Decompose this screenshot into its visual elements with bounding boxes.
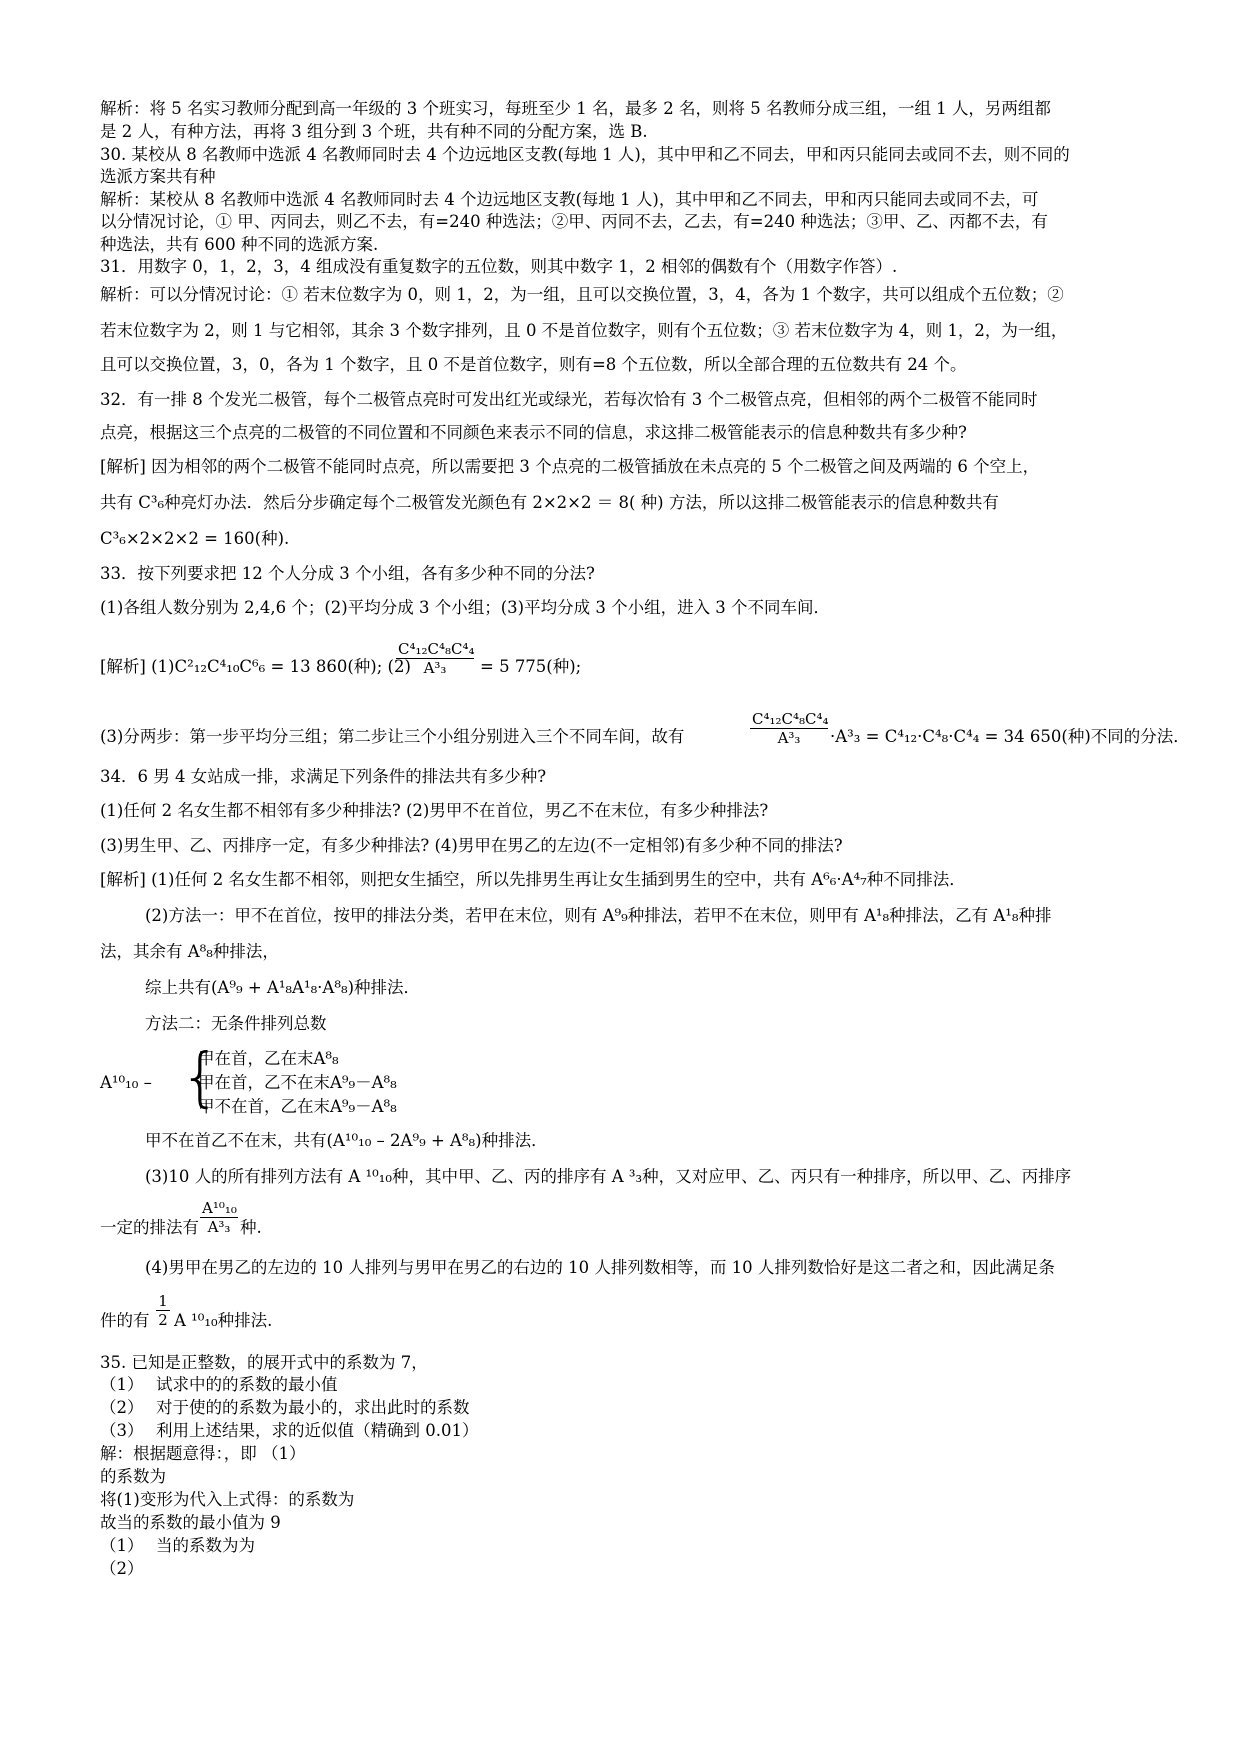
list-item-text: 对于使的的系数为最小的，求出此时的系数 [156,1398,470,1417]
text-line: 若末位数字为 2，则 1 与它相邻，其余 3 个数字排列，且 0 不是首位数字，则有个五位数；③ 若末位数字为 4，则 1，2，为一组， [100,321,1068,340]
list-item-number: （3） [100,1421,144,1440]
fraction-denominator: A³₃ [207,1218,231,1236]
text-line: 解析：某校从 8 名教师中选派 4 名教师同时去 4 个边远地区支教(每地 1 人)，其中甲和乙不同去，甲和丙只能同去或同不去，可 [100,190,1039,209]
list-item-text: 利用上述结果，求的近似值（精确到 0.01） [156,1421,479,1440]
text-line: (3)10 人的所有排列方法有 A ¹⁰₁₀种，其中甲、乙、丙的排序有 A ³₃种，又对应甲、乙、丙只有一种排序，所以甲、乙、丙排序 [145,1167,1072,1186]
fraction-denominator: 2 [158,1311,168,1329]
list-item [100,1397,470,1419]
text-line: 解析：将 5 名实习教师分配到高一年级的 3 个班实习，每班至少 1 名，最多 2 名，则将 5 名教师分成三组，一组 1 人，另两组都 [100,99,1051,118]
text-line: 甲不在首乙不在末，共有(A¹⁰₁₀ – 2A⁹₉ + A⁸₈)种排法． [145,1131,548,1150]
text-line: 选派方案共有种 [100,167,216,186]
list-item [100,1558,156,1580]
text-line: 且可以交换位置，3，0，各为 1 个数字，且 0 不是首位数字，则有=8 个五位数，所以全部合理的五位数共有 24 个。 [100,355,967,374]
text-line: 是 2 人，有种方法，再将 3 组分到 3 个班，共有种不同的分配方案，选 B. [100,122,648,141]
text-line: 解析：可以分情况讨论：① 若末位数字为 0，则 1，2，为一组，且可以交换位置，3，4，各为 1 个数字，共可以组成个五位数；② [100,285,1064,304]
list-item-number: （1） [100,1375,144,1394]
text-line: 故当的系数的最小值为 9 [100,1513,281,1532]
fraction-numerator: A¹⁰₁₀ [202,1199,237,1217]
text-line: 以分情况讨论，① 甲、丙同去，则乙不去，有=240 种选法；②甲、丙同不去，乙去，有=240 种选法；③甲、乙、丙都不去，有 [100,212,1048,231]
text-line: (3)分两步：第一步平均分三组；第二步让三个小组分别进入三个不同车间，故有 [100,727,685,746]
text-line: ·A³₃ = C⁴₁₂·C⁴₈·C⁴₄ = 34 650(种)不同的分法． [830,727,1190,746]
text-line: 种选法，共有 600 种不同的选派方案. [100,235,379,254]
text-line: 34．6 男 4 女站成一排，求满足下列条件的排法共有多少种? [100,767,547,786]
text-line: 31．用数字 0，1，2，3，4 组成没有重复数字的五位数，则其中数字 1，2 相邻的偶数有个（用数字作答）. [100,257,898,276]
text-line: (4)男甲在男乙的左边的 10 人排列与男甲在男乙的右边的 10 人排列数相等，而 10 人排列数恰好是这二者之和，因此满足条 [145,1258,1055,1277]
fraction-denominator: A³₃ [777,729,801,747]
case-line: 甲不在首，乙在末A⁹₉－A⁸₈ [198,1097,397,1116]
list-item-number: （1） [100,1536,144,1555]
fraction [750,710,828,747]
text-line: 将(1)变形为代入上式得：的系数为 [100,1490,355,1509]
fraction-numerator: 1 [156,1292,170,1311]
text-line: [解析] (1)任何 2 名女生都不相邻，则把女生插空，所以先排男生再让女生插到男生的空中，共有 A⁶₆·A⁴₇种不同排法． [100,870,966,889]
fraction [396,640,474,677]
case-list [198,1047,397,1119]
list-item-text: 试求中的的系数的最小值 [156,1375,338,1394]
text-line: [解析] (1)C²₁₂C⁴₁₀C⁶₆ = 13 860(种); (2) [100,657,411,676]
text-line: 33．按下列要求把 12 个人分成 3 个小组，各有多少种不同的分法? [100,564,595,583]
brace: { [180,1041,221,1115]
text-line: [解析] 因为相邻的两个二极管不能同时点亮，所以需要把 3 个点亮的二极管插放在未点亮的 5 个二极管之间及两端的 6 个空上， [100,457,1040,476]
text-line: 35. 已知是正整数，的展开式中的系数为 7， [100,1353,428,1372]
text-line: 点亮，根据这三个点亮的二极管的不同位置和不同颜色来表示不同的信息，求这排二极管能表示的信息种数共有多少种? [100,423,967,442]
list-item-text: 当的系数为为 [156,1536,255,1555]
text-line: C³₆×2×2×2 = 160(种). [100,529,290,548]
fraction [156,1292,170,1329]
text-line: (2)方法一：甲不在首位，按甲的排法分类，若甲在末位，则有 A⁹₉种排法，若甲不在末位，则甲有 A¹₈种排法，乙有 A¹₈种排 [145,906,1052,925]
list-item [100,1374,338,1396]
fraction-denominator: A³₃ [423,659,447,677]
text-line: A¹⁰₁₀ – [100,1073,152,1092]
fraction [200,1199,238,1236]
text-line: 一定的排法有 [100,1218,199,1237]
list-item-number: （2） [100,1398,144,1417]
fraction-numerator: C⁴₁₂C⁴₈C⁴₄ [752,710,829,728]
text-line: (1)任何 2 名女生都不相邻有多少种排法? (2)男甲不在首位，男乙不在末位，有多少种排法? [100,801,769,820]
text-line: 件的有 [100,1311,150,1330]
text-line: 种. [240,1218,262,1237]
text-line: (3)男生甲、乙、丙排序一定，有多少种排法? (4)男甲在男乙的左边(不一定相邻)有多少种不同的排法? [100,836,843,855]
fraction-numerator: C⁴₁₂C⁴₈C⁴₄ [398,640,475,658]
text-line: 解：根据题意得：，即 （1） [100,1444,306,1463]
text-line: A ¹⁰₁₀种排法. [174,1311,273,1330]
text-line: 综上共有(A⁹₉ + A¹₈A¹₈·A⁸₈)种排法． [145,978,421,997]
text-line: 30. 某校从 8 名教师中选派 4 名教师同时去 4 个边远地区支教(每地 1 人)，其中甲和乙不同去，甲和丙只能同去或同不去，则不同的 [100,145,1070,164]
list-item-number: （2） [100,1559,144,1578]
text-line: 共有 C³₆种亮灯办法．然后分步确定每个二极管发光颜色有 2×2×2 ＝ 8( 种) 方法，所以这排二极管能表示的信息种数共有 [100,493,999,512]
text-line: 的系数为 [100,1467,166,1486]
case-line: 甲在首，乙在末A⁸₈ [198,1049,339,1068]
text-line: (1)各组人数分别为 2,4,6 个；(2)平均分成 3 个小组；(3)平均分成 3 个小组，进入 3 个不同车间． [100,598,831,617]
case-line: 甲在首，乙不在末A⁹₉－A⁸₈ [198,1073,397,1092]
text-line: = 5 775(种); [480,657,582,676]
list-item [100,1535,255,1557]
text-line: 法，其余有 A⁸₈种排法， [100,942,279,961]
text-line: 方法二：无条件排列总数 [145,1014,327,1033]
list-item [100,1420,478,1442]
text-line: 32．有一排 8 个发光二极管，每个二极管点亮时可发出红光或绿光，若每次恰有 3 个二极管点亮，但相邻的两个二极管不能同时 [100,390,1038,409]
